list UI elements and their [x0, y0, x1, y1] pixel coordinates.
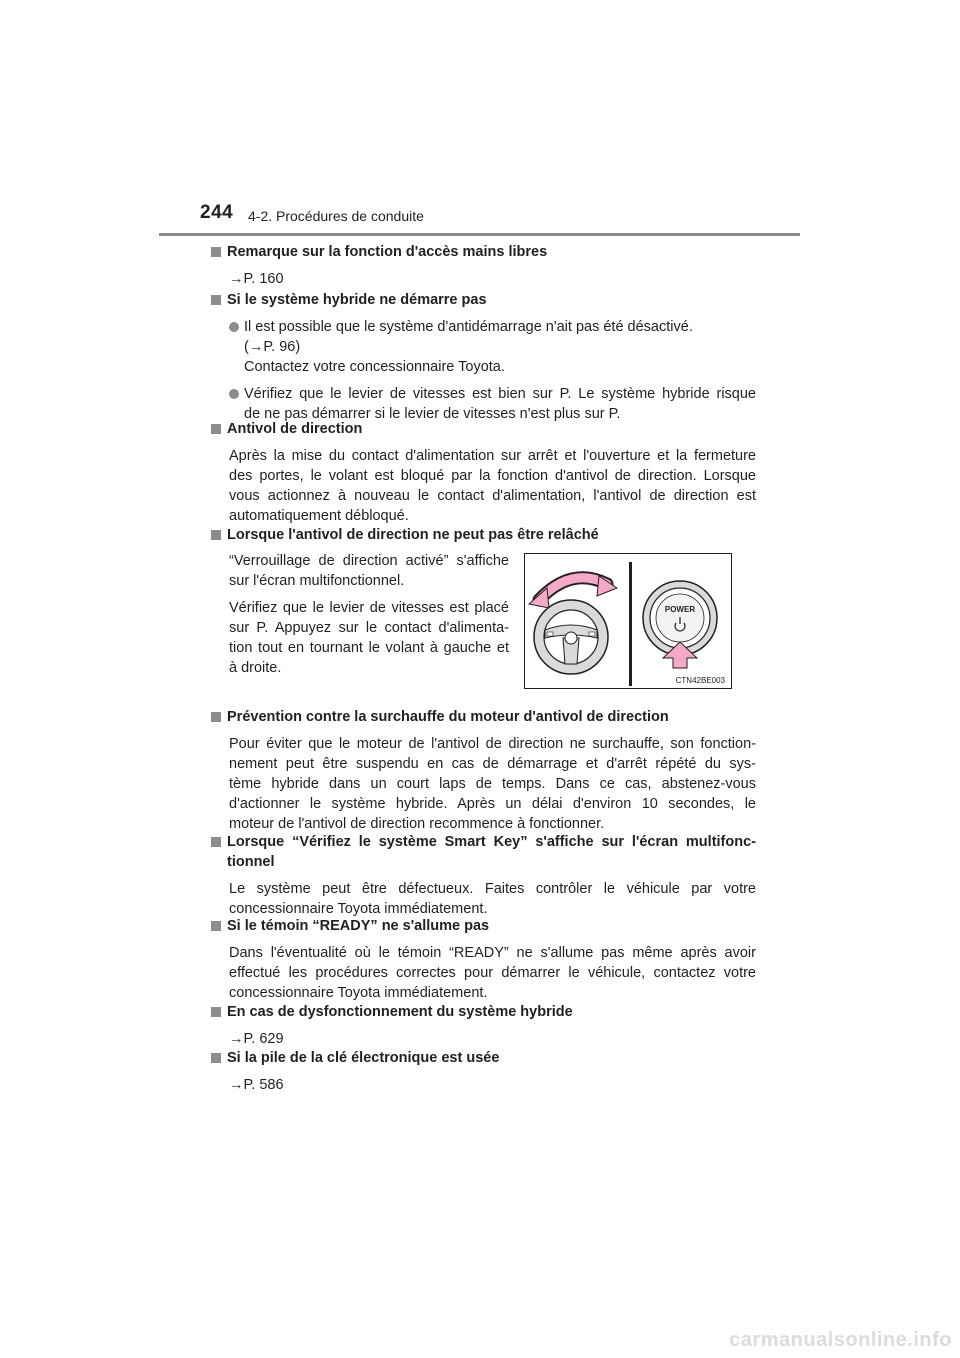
section-title: Antivol de direction: [211, 419, 756, 439]
watermark: carmanualsonline.info: [729, 1329, 952, 1351]
figure-divider: [629, 562, 632, 686]
page-reference-link[interactable]: →P. 586: [229, 1077, 284, 1093]
steering-wheel-icon: [534, 600, 608, 674]
section-square-icon: [211, 1053, 221, 1063]
section-square-icon: [211, 424, 221, 434]
section-square-icon: [211, 295, 221, 305]
section-title: Si le témoin “READY” ne s'allume pas: [211, 916, 756, 936]
section-square-icon: [211, 530, 221, 540]
section-overheat-prevention: [211, 707, 756, 834]
section-key-battery: [211, 1048, 756, 1095]
section-title: Lorsque l'antivol de direction ne peut pas être relâché: [211, 525, 756, 545]
steering-power-illustration: [525, 554, 731, 688]
page-reference-link[interactable]: →P. 629: [229, 1031, 284, 1047]
page-number: 244: [200, 202, 234, 223]
steering-lock-instructions-text: Vérifiez que le levier de vitesses est placé sur P. Appuyez sur le contact d'alimenta- tion tout en tournant le volant à gauche et à droite.: [229, 600, 509, 676]
header-rule: [159, 233, 800, 236]
bullet-dot-icon: [229, 389, 239, 399]
section-square-icon: [211, 1007, 221, 1017]
steering-lock-message-text: “Verrouillage de direction activé” s'affiche sur l'écran multifonctionnel.: [229, 553, 509, 589]
section-body: Le système peut être défectueux. Faites contrôler le véhicule par votre concessionnaire Toyota immédiatement.: [229, 881, 756, 917]
figure-code: CTN42BE003: [675, 676, 725, 685]
section-steering-lock: [211, 419, 756, 526]
section-title: Remarque sur la fonction d'accès mains libres: [211, 242, 756, 262]
section-body: Dans l'éventualité où le témoin “READY” ne s'allume pas même après avoir effectué les procédures correctes pour démarrer le véhicule, contactez votre concessionnaire Toyota immédiatement.: [229, 945, 756, 1001]
bullet-dot-icon: [229, 322, 239, 332]
section-ready-indicator: [211, 916, 756, 1003]
section-square-icon: [211, 837, 221, 847]
section-square-icon: [211, 712, 221, 722]
page-reference-link[interactable]: →P. 160: [229, 271, 284, 287]
section-body: Après la mise du contact d'alimentation sur arrêt et l'ouverture et la fermeture des portes, le volant est bloqué par la fonction d'antivol de direction. Lorsque vous actionnez à nouveau le contact d'alimentation, l'antivol de direction est automatiquement débloqué.: [229, 448, 756, 524]
bullet-item: Il est possible que le système d'antidémarrage n'ait pas été désactivé. (→P. 96) Contactez votre concessionnaire Toyota.: [229, 317, 756, 377]
section-hybrid-not-start: [211, 290, 756, 424]
section-body: Pour éviter que le moteur de l'antivol de direction ne surchauffe, son fonction- nement peut être suspendu en cas de démarrage et d'arrêt répété du sys- tème hybride dans un court laps de temps. Dans ce cas, abstenez-vous d'actionner le système hybride. Après un délai d'environ 10 secondes, le moteur de l'antivol de direction recommence à fonctionner.: [229, 736, 756, 832]
section-title: Si le système hybride ne démarre pas: [211, 290, 756, 310]
section-title: Prévention contre la surchauffe du moteur d'antivol de direction: [211, 707, 756, 727]
page-reference-link[interactable]: (→P. 96): [244, 339, 301, 355]
section-hybrid-malfunction: [211, 1002, 756, 1049]
section-square-icon: [211, 247, 221, 257]
section-steering-lock-not-released: [211, 525, 756, 545]
section-title: Si la pile de la clé électronique est usée: [211, 1048, 756, 1068]
bullet-item: Vérifiez que le levier de vitesses est bien sur P. Le système hybride risque de ne pas démarrer si le levier de vitesses n'est plus sur P.: [229, 384, 756, 424]
power-label: POWER: [664, 605, 696, 614]
steering-power-figure: [524, 553, 732, 689]
section-handsfree-note: [211, 242, 756, 289]
section-smart-key-message: [211, 832, 756, 919]
section-title: Lorsque “Vérifiez le système Smart Key” s'affiche sur l'écran multifonc- tionnel: [211, 832, 756, 872]
chapter-title: 4-2. Procédures de conduite: [248, 208, 424, 224]
section-title: En cas de dysfonctionnement du système hybride: [211, 1002, 756, 1022]
section-square-icon: [211, 921, 221, 931]
